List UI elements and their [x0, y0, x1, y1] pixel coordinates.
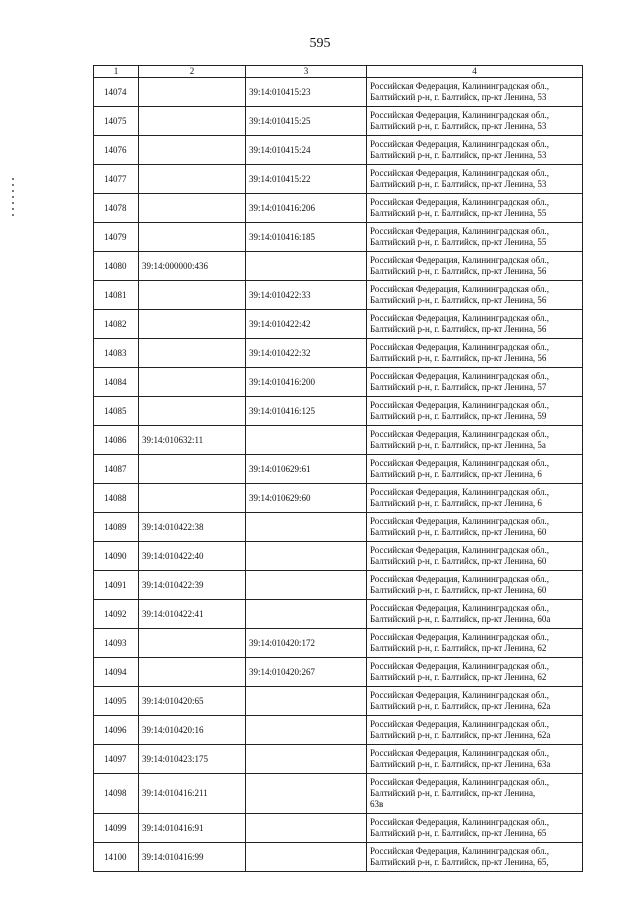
address-line: Российская Федерация, Калининградская обл.,	[370, 661, 550, 671]
cadastral-number-cell: 39:14:010422:41	[139, 600, 246, 629]
cadastral-number-cell: 39:14:010416:91	[139, 814, 246, 843]
address-line: Балтийский р-н, г. Балтийск, пр-кт Ленина, 63а	[370, 759, 551, 769]
cadastral-number-cell: 39:14:010420:267	[246, 658, 367, 687]
address-cell	[367, 745, 583, 774]
address-line: Российская Федерация, Калининградская обл.,	[370, 487, 550, 497]
address-line: Российская Федерация, Калининградская обл.,	[370, 574, 550, 584]
cadastral-number-cell	[246, 687, 367, 716]
cadastral-number-cell: 39:14:010420:16	[139, 716, 246, 745]
address-cell	[367, 455, 583, 484]
cadastral-number-cell: 39:14:010629:61	[246, 455, 367, 484]
address-line: Балтийский р-н, г. Балтийск, пр-кт Ленина, 56	[370, 266, 547, 276]
address-line: Балтийский р-н, г. Балтийск, пр-кт Ленина, 60а	[370, 614, 551, 624]
table-row	[94, 339, 583, 368]
table-row	[94, 165, 583, 194]
cadastral-number-cell	[246, 426, 367, 455]
table-row	[94, 252, 583, 281]
cadastral-number-cell	[246, 600, 367, 629]
cadastral-number-cell: 39:14:010422:33	[246, 281, 367, 310]
cadastral-number-cell	[139, 658, 246, 687]
address-cell	[367, 397, 583, 426]
table-row	[94, 368, 583, 397]
row-number-cell: 14096	[94, 716, 139, 745]
row-number-cell: 14089	[94, 513, 139, 542]
cadastral-number-cell	[139, 107, 246, 136]
table-row	[94, 629, 583, 658]
table-row	[94, 542, 583, 571]
cadastral-number-cell	[139, 165, 246, 194]
table-row	[94, 658, 583, 687]
row-number-cell: 14082	[94, 310, 139, 339]
address-line: Российская Федерация, Калининградская обл.,	[370, 516, 550, 526]
address-line: Балтийский р-н, г. Балтийск, пр-кт Ленина, 6	[370, 469, 542, 479]
table-row	[94, 716, 583, 745]
address-cell	[367, 774, 583, 814]
cadastral-number-cell: 39:14:000000:436	[139, 252, 246, 281]
cadastral-number-cell: 39:14:010422:40	[139, 542, 246, 571]
table-row	[94, 223, 583, 252]
table-row	[94, 571, 583, 600]
row-number-cell: 14087	[94, 455, 139, 484]
address-cell	[367, 687, 583, 716]
cadastral-number-cell: 39:14:010420:172	[246, 629, 367, 658]
address-line: Российская Федерация, Калининградская обл.,	[370, 777, 550, 787]
address-cell	[367, 165, 583, 194]
address-cell	[367, 107, 583, 136]
address-line: Балтийский р-н, г. Балтийск, пр-кт Ленина, 62	[370, 672, 547, 682]
cadastral-number-cell	[139, 194, 246, 223]
cadastral-number-cell	[246, 745, 367, 774]
cadastral-number-cell: 39:14:010415:23	[246, 78, 367, 107]
cadastral-number-cell	[139, 484, 246, 513]
table-row	[94, 397, 583, 426]
cadastral-number-cell	[139, 223, 246, 252]
row-number-cell: 14079	[94, 223, 139, 252]
table-row	[94, 843, 583, 872]
address-cell	[367, 136, 583, 165]
row-number-cell: 14086	[94, 426, 139, 455]
cadastral-number-cell: 39:14:010423:175	[139, 745, 246, 774]
column-header: 2	[139, 66, 246, 78]
row-number-cell: 14084	[94, 368, 139, 397]
address-line: Российская Федерация, Калининградская обл.,	[370, 371, 550, 381]
row-number-cell: 14083	[94, 339, 139, 368]
address-cell	[367, 484, 583, 513]
row-number-cell: 14097	[94, 745, 139, 774]
table-row	[94, 426, 583, 455]
row-number-cell: 14085	[94, 397, 139, 426]
address-line: Балтийский р-н, г. Балтийск, пр-кт Ленина, 62	[370, 643, 547, 653]
address-cell	[367, 571, 583, 600]
row-number-cell: 14100	[94, 843, 139, 872]
cadastral-number-cell: 39:14:010422:32	[246, 339, 367, 368]
cadastral-number-cell: 39:14:010416:99	[139, 843, 246, 872]
cadastral-number-cell	[139, 136, 246, 165]
address-cell	[367, 716, 583, 745]
address-line: Российская Федерация, Калининградская обл.,	[370, 226, 550, 236]
row-number-cell: 14081	[94, 281, 139, 310]
address-cell	[367, 600, 583, 629]
row-number-cell: 14091	[94, 571, 139, 600]
column-header: 1	[94, 66, 139, 78]
table-row	[94, 455, 583, 484]
address-line: Балтийский р-н, г. Балтийск, пр-кт Ленина, 53	[370, 121, 547, 131]
address-line: Российская Федерация, Калининградская обл.,	[370, 817, 550, 827]
address-line: Балтийский р-н, г. Балтийск, пр-кт Ленина, 57	[370, 382, 547, 392]
table-row	[94, 745, 583, 774]
row-number-cell: 14090	[94, 542, 139, 571]
cadastral-number-cell	[246, 513, 367, 542]
address-line: Российская Федерация, Калининградская обл.,	[370, 846, 550, 856]
address-cell	[367, 78, 583, 107]
cadastral-number-cell: 39:14:010416:211	[139, 774, 246, 814]
cadastral-number-cell	[246, 571, 367, 600]
address-line: Российская Федерация, Калининградская обл.,	[370, 603, 550, 613]
cadastral-number-cell: 39:14:010422:38	[139, 513, 246, 542]
address-cell	[367, 310, 583, 339]
cadastral-number-cell	[139, 629, 246, 658]
address-line: Балтийский р-н, г. Балтийск, пр-кт Ленина, 60	[370, 556, 547, 566]
address-line: Балтийский р-н, г. Балтийск, пр-кт Ленина, 60	[370, 585, 547, 595]
page-number: 595	[309, 36, 331, 51]
cadastral-number-cell: 39:14:010415:24	[246, 136, 367, 165]
address-line: Российская Федерация, Калининградская обл.,	[370, 458, 550, 468]
address-line: Российская Федерация, Калининградская обл.,	[370, 168, 550, 178]
row-number-cell: 14080	[94, 252, 139, 281]
row-number-cell: 14093	[94, 629, 139, 658]
cadastral-number-cell: 39:14:010416:125	[246, 397, 367, 426]
address-line: Балтийский р-н, г. Балтийск, пр-кт Ленина, 56	[370, 324, 547, 334]
table-row	[94, 136, 583, 165]
address-line: Балтийский р-н, г. Балтийск, пр-кт Ленина, 62а	[370, 701, 551, 711]
cadastral-number-cell	[139, 339, 246, 368]
row-number-cell: 14078	[94, 194, 139, 223]
address-line: Балтийский р-н, г. Балтийск, пр-кт Ленина, 53	[370, 179, 547, 189]
address-line: Балтийский р-н, г. Балтийск, пр-кт Ленина, 55	[370, 208, 547, 218]
row-number-cell: 14092	[94, 600, 139, 629]
cadastral-number-cell	[246, 774, 367, 814]
cadastral-number-cell: 39:14:010632:11	[139, 426, 246, 455]
row-number-cell: 14075	[94, 107, 139, 136]
cadastral-number-cell	[139, 455, 246, 484]
address-line: Балтийский р-н, г. Балтийск, пр-кт Ленина, 55	[370, 237, 547, 247]
row-number-cell: 14099	[94, 814, 139, 843]
cadastral-number-cell: 39:14:010416:206	[246, 194, 367, 223]
address-line: Российская Федерация, Калининградская обл.,	[370, 748, 550, 758]
table-row	[94, 107, 583, 136]
address-cell	[367, 368, 583, 397]
address-cell	[367, 339, 583, 368]
address-cell	[367, 658, 583, 687]
row-number-cell: 14076	[94, 136, 139, 165]
address-cell	[367, 814, 583, 843]
address-line: Российская Федерация, Калининградская обл.,	[370, 429, 550, 439]
margin-marks	[10, 178, 16, 228]
address-cell	[367, 194, 583, 223]
cadastral-number-cell: 39:14:010416:185	[246, 223, 367, 252]
cadastral-number-cell: 39:14:010422:42	[246, 310, 367, 339]
address-line: Балтийский р-н, г. Балтийск, пр-кт Ленина, 53	[370, 92, 547, 102]
cadastral-number-cell	[139, 368, 246, 397]
address-cell	[367, 281, 583, 310]
address-line: Российская Федерация, Калининградская обл.,	[370, 690, 550, 700]
row-number-cell: 14074	[94, 78, 139, 107]
table-row	[94, 484, 583, 513]
address-line: Балтийский р-н, г. Балтийск, пр-кт Ленина, 65,	[370, 857, 549, 867]
address-line: Балтийский р-н, г. Балтийск, пр-кт Ленина, 62а	[370, 730, 551, 740]
row-number-cell: 14077	[94, 165, 139, 194]
header-row	[94, 66, 583, 78]
cadastral-number-cell	[246, 814, 367, 843]
address-cell	[367, 426, 583, 455]
cadastral-number-cell	[139, 397, 246, 426]
address-cell	[367, 843, 583, 872]
address-line: Балтийский р-н, г. Балтийск, пр-кт Ленина, 5а	[370, 440, 546, 450]
address-line: Российская Федерация, Калининградская обл.,	[370, 255, 550, 265]
address-line: Балтийский р-н, г. Балтийск, пр-кт Ленина, 6	[370, 498, 542, 508]
address-line: 63в	[370, 799, 384, 809]
table-row	[94, 814, 583, 843]
row-number-cell: 14095	[94, 687, 139, 716]
row-number-cell: 14088	[94, 484, 139, 513]
column-header: 3	[246, 66, 367, 78]
address-line: Балтийский р-н, г. Балтийск, пр-кт Ленина, 65	[370, 828, 547, 838]
cadastral-number-cell: 39:14:010415:25	[246, 107, 367, 136]
table-row	[94, 774, 583, 814]
column-header: 4	[367, 66, 583, 78]
cadastral-number-cell	[139, 310, 246, 339]
table-row	[94, 687, 583, 716]
address-line: Российская Федерация, Калининградская обл.,	[370, 197, 550, 207]
address-line: Российская Федерация, Калининградская обл.,	[370, 110, 550, 120]
cadastral-number-cell: 39:14:010416:200	[246, 368, 367, 397]
table-row	[94, 310, 583, 339]
cadastral-number-cell: 39:14:010420:65	[139, 687, 246, 716]
row-number-cell: 14098	[94, 774, 139, 814]
address-line: Российская Федерация, Калининградская обл.,	[370, 284, 550, 294]
address-line: Российская Федерация, Калининградская обл.,	[370, 545, 550, 555]
cadastral-number-cell: 39:14:010415:22	[246, 165, 367, 194]
address-cell	[367, 629, 583, 658]
address-line: Балтийский р-н, г. Балтийск, пр-кт Ленина, 56	[370, 295, 547, 305]
table-row	[94, 513, 583, 542]
address-cell	[367, 542, 583, 571]
table-row	[94, 281, 583, 310]
cadastral-number-cell	[139, 281, 246, 310]
address-line: Российская Федерация, Калининградская обл.,	[370, 313, 550, 323]
table-row	[94, 194, 583, 223]
address-line: Балтийский р-н, г. Балтийск, пр-кт Ленина, 59	[370, 411, 547, 421]
address-line: Российская Федерация, Калининградская обл.,	[370, 81, 550, 91]
cadastral-number-cell: 39:14:010422:39	[139, 571, 246, 600]
cadastral-number-cell	[246, 252, 367, 281]
cadastral-number-cell: 39:14:010629:60	[246, 484, 367, 513]
cadastral-number-cell	[246, 716, 367, 745]
cadastral-number-cell	[246, 843, 367, 872]
address-line: Российская Федерация, Калининградская обл.,	[370, 719, 550, 729]
cadastral-number-cell	[139, 78, 246, 107]
cadastral-table	[93, 65, 583, 872]
address-line: Балтийский р-н, г. Балтийск, пр-кт Ленина,	[370, 788, 536, 798]
address-line: Российская Федерация, Калининградская обл.,	[370, 139, 550, 149]
address-line: Российская Федерация, Калининградская обл.,	[370, 400, 550, 410]
address-cell	[367, 513, 583, 542]
address-line: Балтийский р-н, г. Балтийск, пр-кт Ленина, 60	[370, 527, 547, 537]
table-row	[94, 600, 583, 629]
table-row	[94, 78, 583, 107]
cadastral-number-cell	[246, 542, 367, 571]
address-cell	[367, 223, 583, 252]
row-number-cell: 14094	[94, 658, 139, 687]
address-line: Российская Федерация, Калининградская обл.,	[370, 342, 550, 352]
address-line: Балтийский р-н, г. Балтийск, пр-кт Ленина, 53	[370, 150, 547, 160]
address-cell	[367, 252, 583, 281]
address-line: Балтийский р-н, г. Балтийск, пр-кт Ленина, 56	[370, 353, 547, 363]
address-line: Российская Федерация, Калининградская обл.,	[370, 632, 550, 642]
